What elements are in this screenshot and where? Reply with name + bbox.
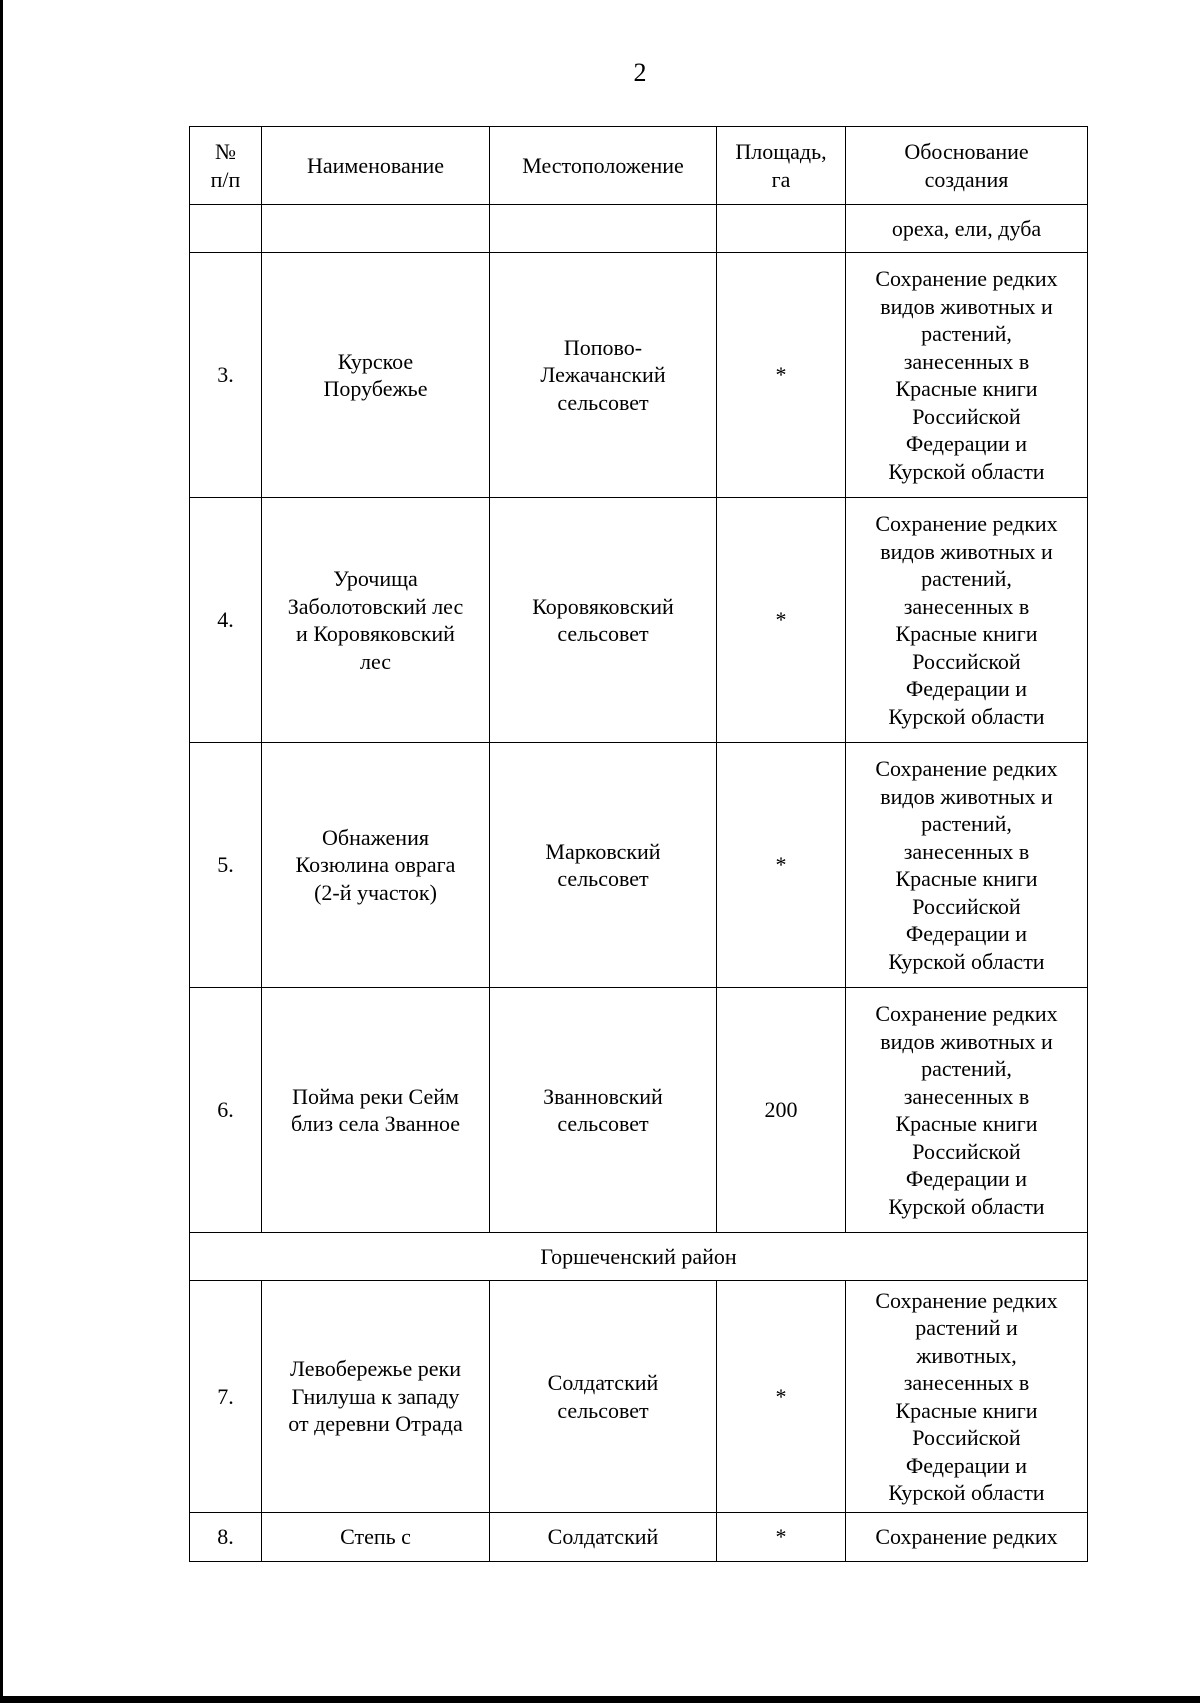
table-row [190,743,1088,988]
cell-location: Попово- Лежачанский сельсовет [490,253,717,498]
cell-number [190,205,262,253]
header-name: Наименование [262,127,490,205]
table-row [190,498,1088,743]
table-row [190,1281,1088,1513]
cell-number: 6. [190,988,262,1233]
cell-location: Солдатский [490,1513,717,1562]
cell-location: Коровяковский сельсовет [490,498,717,743]
cell-name: Обнажения Козюлина оврага (2-й участок) [262,743,490,988]
cell-location [490,205,717,253]
table-header-row [190,127,1088,205]
cell-reason: Сохранение редких видов животных и растений, занесенных в Красные книги Российской Федерации и Курской области [846,498,1088,743]
table-row [190,253,1088,498]
cell-reason: Сохранение редких растений и животных, занесенных в Красные книги Российской Федерации и Курской области [846,1281,1088,1513]
header-area: Площадь, га [717,127,846,205]
scan-left-border [0,0,3,1703]
cell-number: 4. [190,498,262,743]
cell-reason: Сохранение редких видов животных и растений, занесенных в Красные книги Российской Федерации и Курской области [846,988,1088,1233]
cell-number: 7. [190,1281,262,1513]
table-row [190,988,1088,1233]
header-reason: Обоснование создания [846,127,1088,205]
cell-reason: Сохранение редких [846,1513,1088,1562]
scan-bottom-border [0,1696,1200,1703]
cell-reason: Сохранение редких видов животных и растений, занесенных в Красные книги Российской Федерации и Курской области [846,743,1088,988]
cell-name: Урочища Заболотовский лес и Коровяковский лес [262,498,490,743]
table-row [190,1513,1088,1562]
header-number: № п/п [190,127,262,205]
cell-area: * [717,1513,846,1562]
cell-area: * [717,743,846,988]
cell-name [262,205,490,253]
continuation-row [190,205,1088,253]
protected-areas-table [189,126,1088,1562]
cell-number: 5. [190,743,262,988]
cell-area: * [717,498,846,743]
cell-name: Степь с [262,1513,490,1562]
cell-area: 200 [717,988,846,1233]
cell-number: 3. [190,253,262,498]
cell-name: Левобережье реки Гнилуша к западу от деревни Отрада [262,1281,490,1513]
cell-location: Солдатский сельсовет [490,1281,717,1513]
cell-area [717,205,846,253]
cell-area: * [717,253,846,498]
cell-reason: Сохранение редких видов животных и растений, занесенных в Красные книги Российской Федерации и Курской области [846,253,1088,498]
cell-name: Курское Порубежье [262,253,490,498]
section-title: Горшеченский район [190,1233,1088,1281]
cell-area: * [717,1281,846,1513]
section-header-row [190,1233,1088,1281]
cell-reason: ореха, ели, дуба [846,205,1088,253]
header-location: Местоположение [490,127,717,205]
cell-location: Званновский сельсовет [490,988,717,1233]
cell-number: 8. [190,1513,262,1562]
cell-name: Пойма реки Сейм близ села Званное [262,988,490,1233]
page-number: 2 [633,58,647,87]
cell-location: Марковский сельсовет [490,743,717,988]
